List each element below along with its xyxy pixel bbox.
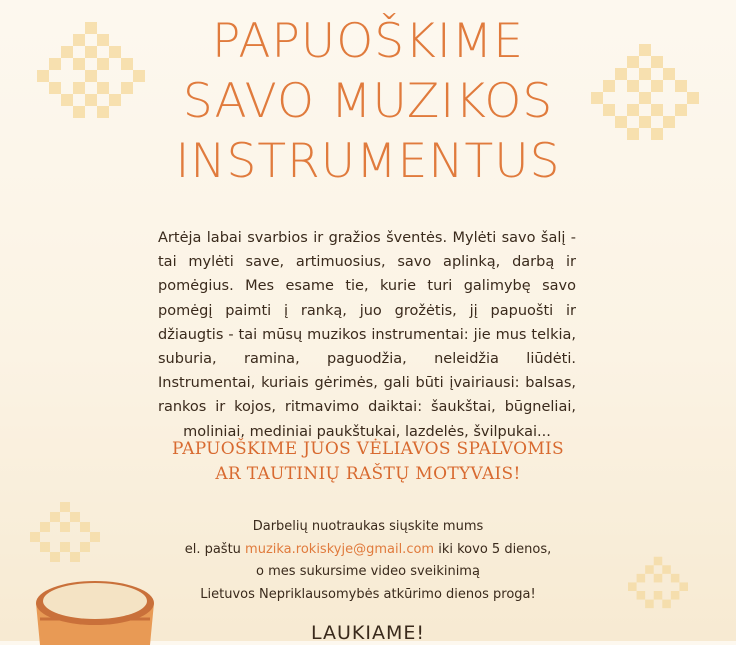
title-line-1: PAPUOŠKIME bbox=[212, 14, 524, 69]
contact-line-1: Darbelių nuotraukas siųskite mums bbox=[252, 519, 484, 534]
poster-title bbox=[0, 12, 736, 192]
subheading-line-2: AR TAUTINIŲ RAŠTŲ MOTYVAIS! bbox=[215, 464, 521, 484]
title-line-3: INSTRUMENTUS bbox=[175, 134, 561, 189]
closing-text: LAUKIAME! bbox=[310, 622, 425, 644]
contact-line-4: Lietuvos Nepriklausomybės atkūrimo dienos proga! bbox=[200, 586, 536, 602]
subheading-line-1: PAPUOŠKIME JUOS VĖLIAVOS SPALVOMIS bbox=[171, 439, 564, 459]
email-suffix: iki kovo 5 dienos, bbox=[438, 541, 552, 557]
contact-line-3: o mes sukursime video sveikinimą bbox=[256, 564, 480, 579]
title-line-2: SAVO MUZIKOS bbox=[182, 74, 554, 129]
contact-line-2 bbox=[0, 539, 736, 562]
email-prefix: el. paštu bbox=[184, 541, 241, 557]
call-to-action-heading bbox=[0, 437, 736, 487]
body-paragraph: Artėja labai svarbios ir gražios šventės. Mylėti savo šalį - tai mylėti save, artimuosius, savo aplinką, darbą ir pomėgius. Mes esame tie, kurie turi galimybę savo pomėgį paimti į ranką, juo grožėtis, jį papuošti ir džiaugtis - tai mūsų muzikos instrumentai: jie mus telkia, suburia, ramina, paguodžia, neleidžia liūdėti. Instrumentai, kuriais gėrimės, gali būti įvairiausi: balsas, rankos ir kojos, ritmavimo daiktai: šaukštai, būgneliai, moliniai, mediniai paukštukai, lazdelės, švilpukai... bbox=[158, 230, 576, 440]
email-link[interactable]: muzika.rokiskyje@gmail.com bbox=[245, 541, 435, 557]
